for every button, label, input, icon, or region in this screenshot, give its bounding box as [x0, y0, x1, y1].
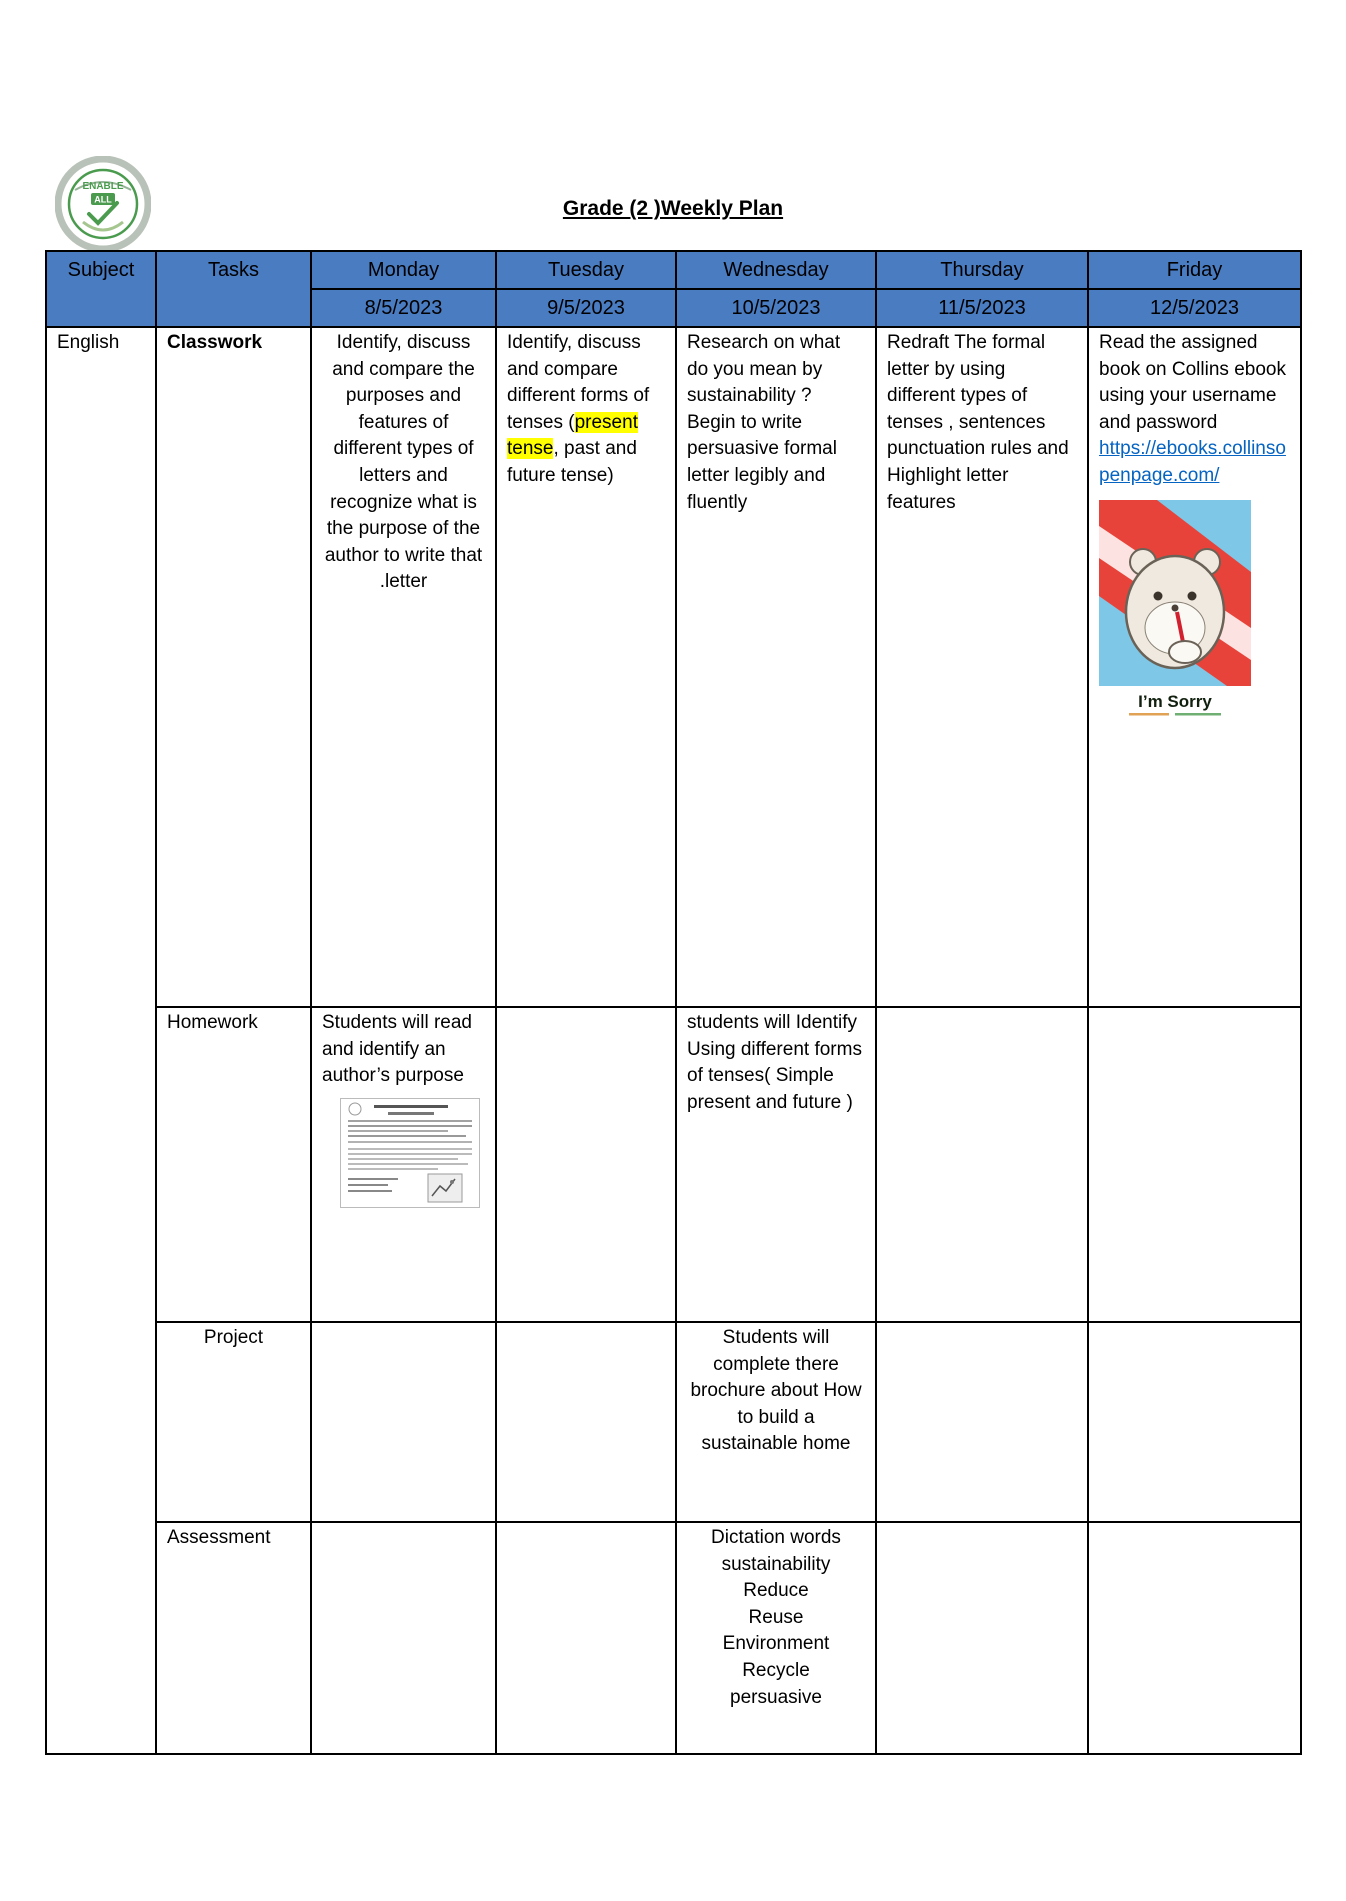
header-date-thursday: 11/5/2023 — [876, 289, 1088, 327]
cell-assessment-friday — [1088, 1522, 1301, 1754]
cell-task-homework: Homework — [156, 1007, 311, 1322]
header-date-tuesday: 9/5/2023 — [496, 289, 676, 327]
cell-assessment-thursday — [876, 1522, 1088, 1754]
header-date-friday: 12/5/2023 — [1088, 289, 1301, 327]
book-title: I’m Sorry — [1138, 691, 1212, 711]
header-day-wednesday: Wednesday — [676, 251, 876, 289]
header-date-wednesday: 10/5/2023 — [676, 289, 876, 327]
collins-ebook-link[interactable]: https://ebooks.collinsopenpage.com/ — [1099, 438, 1286, 486]
classwork-tuesday-text-after: , past and future tense) — [507, 438, 637, 486]
cell-classwork-thursday: Redraft The formal letter by using different types of tenses , sentences punctuation rules and Highlight letter features — [876, 327, 1088, 1007]
cell-assessment-tuesday — [496, 1522, 676, 1754]
cell-project-tuesday — [496, 1322, 676, 1522]
classwork-tuesday-highlighted-text: present tense — [507, 411, 638, 460]
cell-assessment-monday — [311, 1522, 496, 1754]
cell-homework-tuesday — [496, 1007, 676, 1322]
cell-homework-thursday — [876, 1007, 1088, 1322]
header-day-friday: Friday — [1088, 251, 1301, 289]
book-cover-illustration — [1099, 500, 1251, 722]
cell-homework-wednesday: students will Identify Using different forms of tenses( Simple present and future ) — [676, 1007, 876, 1322]
cell-classwork-monday: Identify, discuss and compare the purposes and features of different types of letters and recognize what is the purpose of the author to write that .letter — [311, 327, 496, 1007]
cell-subject-english: English — [46, 327, 156, 1754]
header-date-monday: 8/5/2023 — [311, 289, 496, 327]
cell-classwork-friday — [1088, 327, 1301, 1007]
book-cover-image — [1099, 500, 1290, 731]
cell-homework-friday — [1088, 1007, 1301, 1322]
logo-text-enable: ENABLE — [82, 181, 124, 192]
header-day-monday: Monday — [311, 251, 496, 289]
worksheet-illustration — [340, 1098, 480, 1208]
cell-assessment-wednesday: Dictation words sustainability Reduce Reuse Environment Recycle persuasive — [676, 1522, 876, 1754]
weekly-plan-table — [45, 250, 1302, 1755]
cell-task-assessment: Assessment — [156, 1522, 311, 1754]
header-subject: Subject — [46, 251, 156, 327]
cell-classwork-tuesday — [496, 327, 676, 1007]
header-day-tuesday: Tuesday — [496, 251, 676, 289]
cell-task-project: Project — [156, 1322, 311, 1522]
header-day-thursday: Thursday — [876, 251, 1088, 289]
logo-text-all: ALL — [94, 194, 112, 205]
cell-homework-monday — [311, 1007, 496, 1322]
cell-project-monday — [311, 1322, 496, 1522]
worksheet-thumbnail-image — [340, 1098, 485, 1217]
classwork-friday-text: Read the assigned book on Collins ebook using your username and password — [1099, 332, 1286, 433]
homework-monday-text: Students will read and identify an author’s purpose — [322, 1012, 472, 1087]
cell-classwork-wednesday: Research on what do you mean by sustainability ? Begin to write persuasive formal letter legibly and fluently — [676, 327, 876, 1007]
cell-project-friday — [1088, 1322, 1301, 1522]
header-tasks: Tasks — [156, 251, 311, 327]
cell-project-thursday — [876, 1322, 1088, 1522]
page-title: Grade (2 )Weekly Plan — [562, 197, 784, 220]
cell-task-classwork: Classwork — [156, 327, 311, 1007]
cell-project-wednesday: Students will complete there brochure about How to build a sustainable home — [676, 1322, 876, 1522]
classwork-tuesday-text-before: Identify, discuss and compare different forms of tenses ( — [507, 332, 650, 433]
